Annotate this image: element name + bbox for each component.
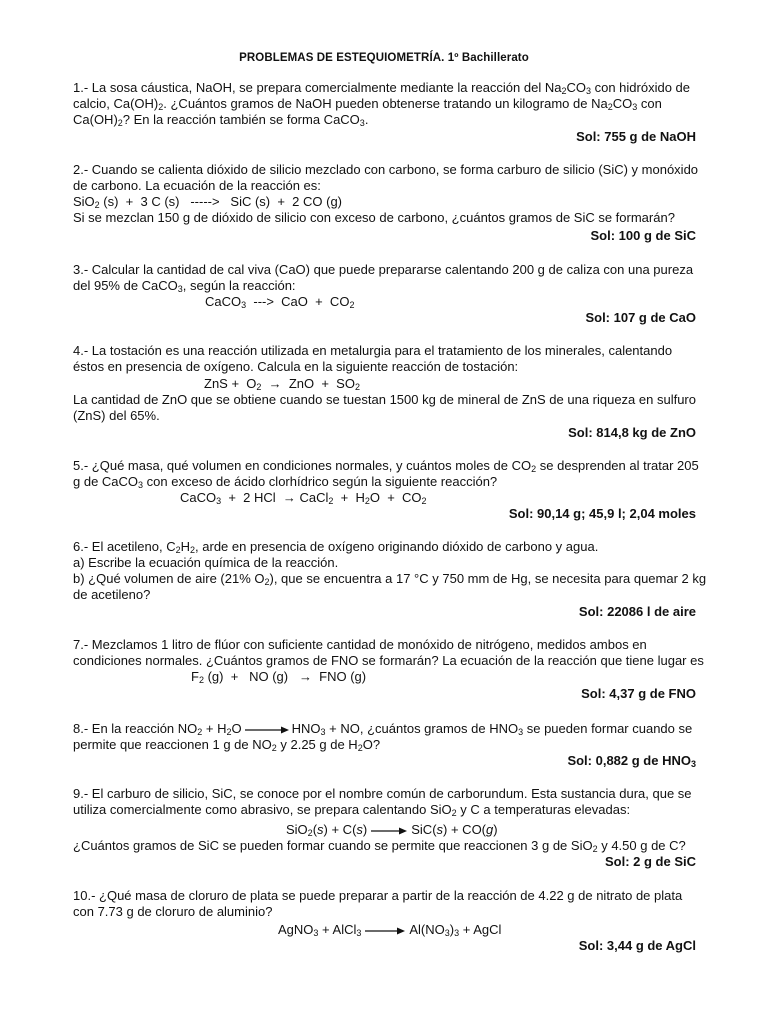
problem-10-line-1: 10.- ¿Qué masa de cloruro de plata se puede preparar a partir de la reacción de 4.22 g de nitrato de plata (73, 888, 683, 903)
problem-9-solution: Sol: 2 g de SiC (604, 854, 696, 869)
problem-3-equation: CaCO$_3$ ---> CaO + $CO_2$ (205, 294, 355, 310)
problem-8-line-2: permite que reaccionen 1 g de $NO_2$ y 2.25 g de $H_2O$? (73, 737, 381, 753)
problem-5-equation: CaCO$_3$ + 2 HCl → CaCl$_2$ + $H_2O + CO_2$ (180, 490, 427, 506)
problem-4-equation: ZnS + $O_2$ → ZnO + $SO_2$ (204, 376, 360, 392)
problem-7-line-1: 7.- Mezclamos 1 litro de flúor con suficiente cantidad de monóxido de nitrógeno, medidos ambos en (73, 637, 647, 652)
problem-7-solution: Sol: 4,37 g de FNO (581, 686, 696, 701)
problem-10-line-2: con 7.73 g de cloruro de aluminio? (73, 904, 273, 919)
reaction-arrow-icon (245, 725, 289, 735)
problem-2-line-2: de carbono. La ecuación de la reacción es: (73, 178, 321, 193)
problem-8-solution: Sol: 0,882 g de $HNO_3$ (567, 753, 696, 769)
problem-5-line-2: g de CaCO$_3$ con exceso de ácido clorhídrico según la siguiente reacción? (73, 474, 498, 490)
reaction-arrow-icon (371, 826, 407, 836)
problem-1-line-3: $Ca(OH)_2$? En la reacción también se forma CaCO$_3$. (73, 112, 369, 128)
problem-3-solution: Sol: 107 g de CaO (585, 310, 696, 325)
problem-1-line-1: 1.- La sosa cáustica, NaOH, se prepara comercialmente mediante la reacción del $Na_2CO_3$ con hidróxido de (73, 80, 691, 96)
problem-2-equation: SiO$_2$ (s) + 3 C (s) -----> SiC (s) + 2 CO (g) (73, 194, 343, 210)
problem-7-line-2: condiciones normales. ¿Cuántos gramos de FNO se formarán? La ecuación de la reacción que tiene lugar es (73, 653, 704, 668)
problem-3-line-2: del 95% de CaCO$_3$, según la reacción: (73, 278, 296, 294)
problem-4-line-2: éstos en presencia de oxígeno. Calcula en la siguiente reacción de tostación: (73, 359, 519, 374)
page-title: PROBLEMAS DE ESTEQUIOMETRÍA. 1º Bachillerato (239, 52, 529, 64)
problem-10-solution: Sol: 3,44 g de AgCl (578, 938, 696, 953)
problem-6-line-1: 6.- El acetileno, $C_2H_2$, arde en presencia de oxígeno originando dióxido de carbono y agua. (73, 539, 599, 555)
problem-4-line-4: La cantidad de ZnO que se obtiene cuando se tuestan 1500 kg de mineral de ZnS de una riqueza en sulfuro (73, 392, 696, 407)
problem-6-solution: Sol: 22086 l de aire (578, 604, 696, 619)
problem-7-equation: $F_2$ (g) + NO (g) → FNO (g) (191, 669, 367, 685)
problem-6-line-4: de acetileno? (73, 587, 151, 602)
problem-1-line-2: calcio, $Ca(OH)_2$. ¿Cuántos gramos de NaOH pueden obtenerse tratando un kilogramo de $Na_2CO_3$ con (73, 96, 662, 112)
reaction-arrow-icon (365, 926, 405, 936)
problem-10-equation: AgNO$_3$ + AlCl$_3$ $Al(NO_3)_3$ + AgCl (278, 922, 502, 938)
problem-6-item-b: b) ¿Qué volumen de aire (21% $O_2$), que se encuentra a 17 °C y 750 mm de Hg, se necesita para quemar 2 kg (73, 571, 707, 587)
problem-9-line-4: ¿Cuántos gramos de SiC se pueden formar cuando se permite que reaccionen 3 g de SiO$_2$ y 4.50 g de C? (73, 838, 686, 854)
problem-5-solution: Sol: 90,14 g; 45,9 l; 2,04 moles (508, 506, 696, 521)
problem-9-line-1: 9.- El carburo de silicio, SiC, se conoce por el nombre común de carborundum. Esta sustancia dura, que se (73, 786, 692, 801)
problem-6-item-a: a) Escribe la ecuación química de la reacción. (73, 555, 339, 570)
problem-2-line-1: 2.- Cuando se calienta dióxido de silicio mezclado con carbono, se forma carburo de silicio (SiC) y monóxido (73, 162, 699, 177)
problem-2-solution: Sol: 100 g de SiC (590, 228, 696, 243)
problem-2-line-4: Si se mezclan 150 g de dióxido de silicio con exceso de carbono, ¿cuántos gramos de SiC se formarán? (73, 210, 675, 225)
problem-8-line-1: 8.- En la reacción $NO_2 + H_2O$ $HNO_3$ + NO, ¿cuántos gramos de $HNO_3$ se pueden formar cuando se (73, 721, 693, 737)
problem-1-solution: Sol: 755 g de NaOH (576, 129, 696, 144)
problem-5-line-1: 5.- ¿Qué masa, qué volumen en condiciones normales, y cuántos moles de $CO_2$ se desprenden al tratar 205 (73, 458, 699, 474)
problem-4-line-5: (ZnS) del 65%. (73, 408, 160, 423)
problem-3-line-1: 3.- Calcular la cantidad de cal viva (CaO) que puede prepararse calentando 200 g de caliza con una pureza (73, 262, 694, 277)
problem-9-line-2: utiliza comercialmente como abrasivo, se prepara calentando SiO$_2$ y C a temperaturas elevadas: (73, 802, 631, 818)
problem-4-solution: Sol: 814,8 kg de ZnO (568, 425, 696, 440)
problem-4-line-1: 4.- La tostación es una reacción utilizada en metalurgia para el tratamiento de los minerales, calentando (73, 343, 673, 358)
problem-9-equation: SiO$_2$(s) + C(s) SiC(s) + CO(g) (286, 822, 498, 838)
